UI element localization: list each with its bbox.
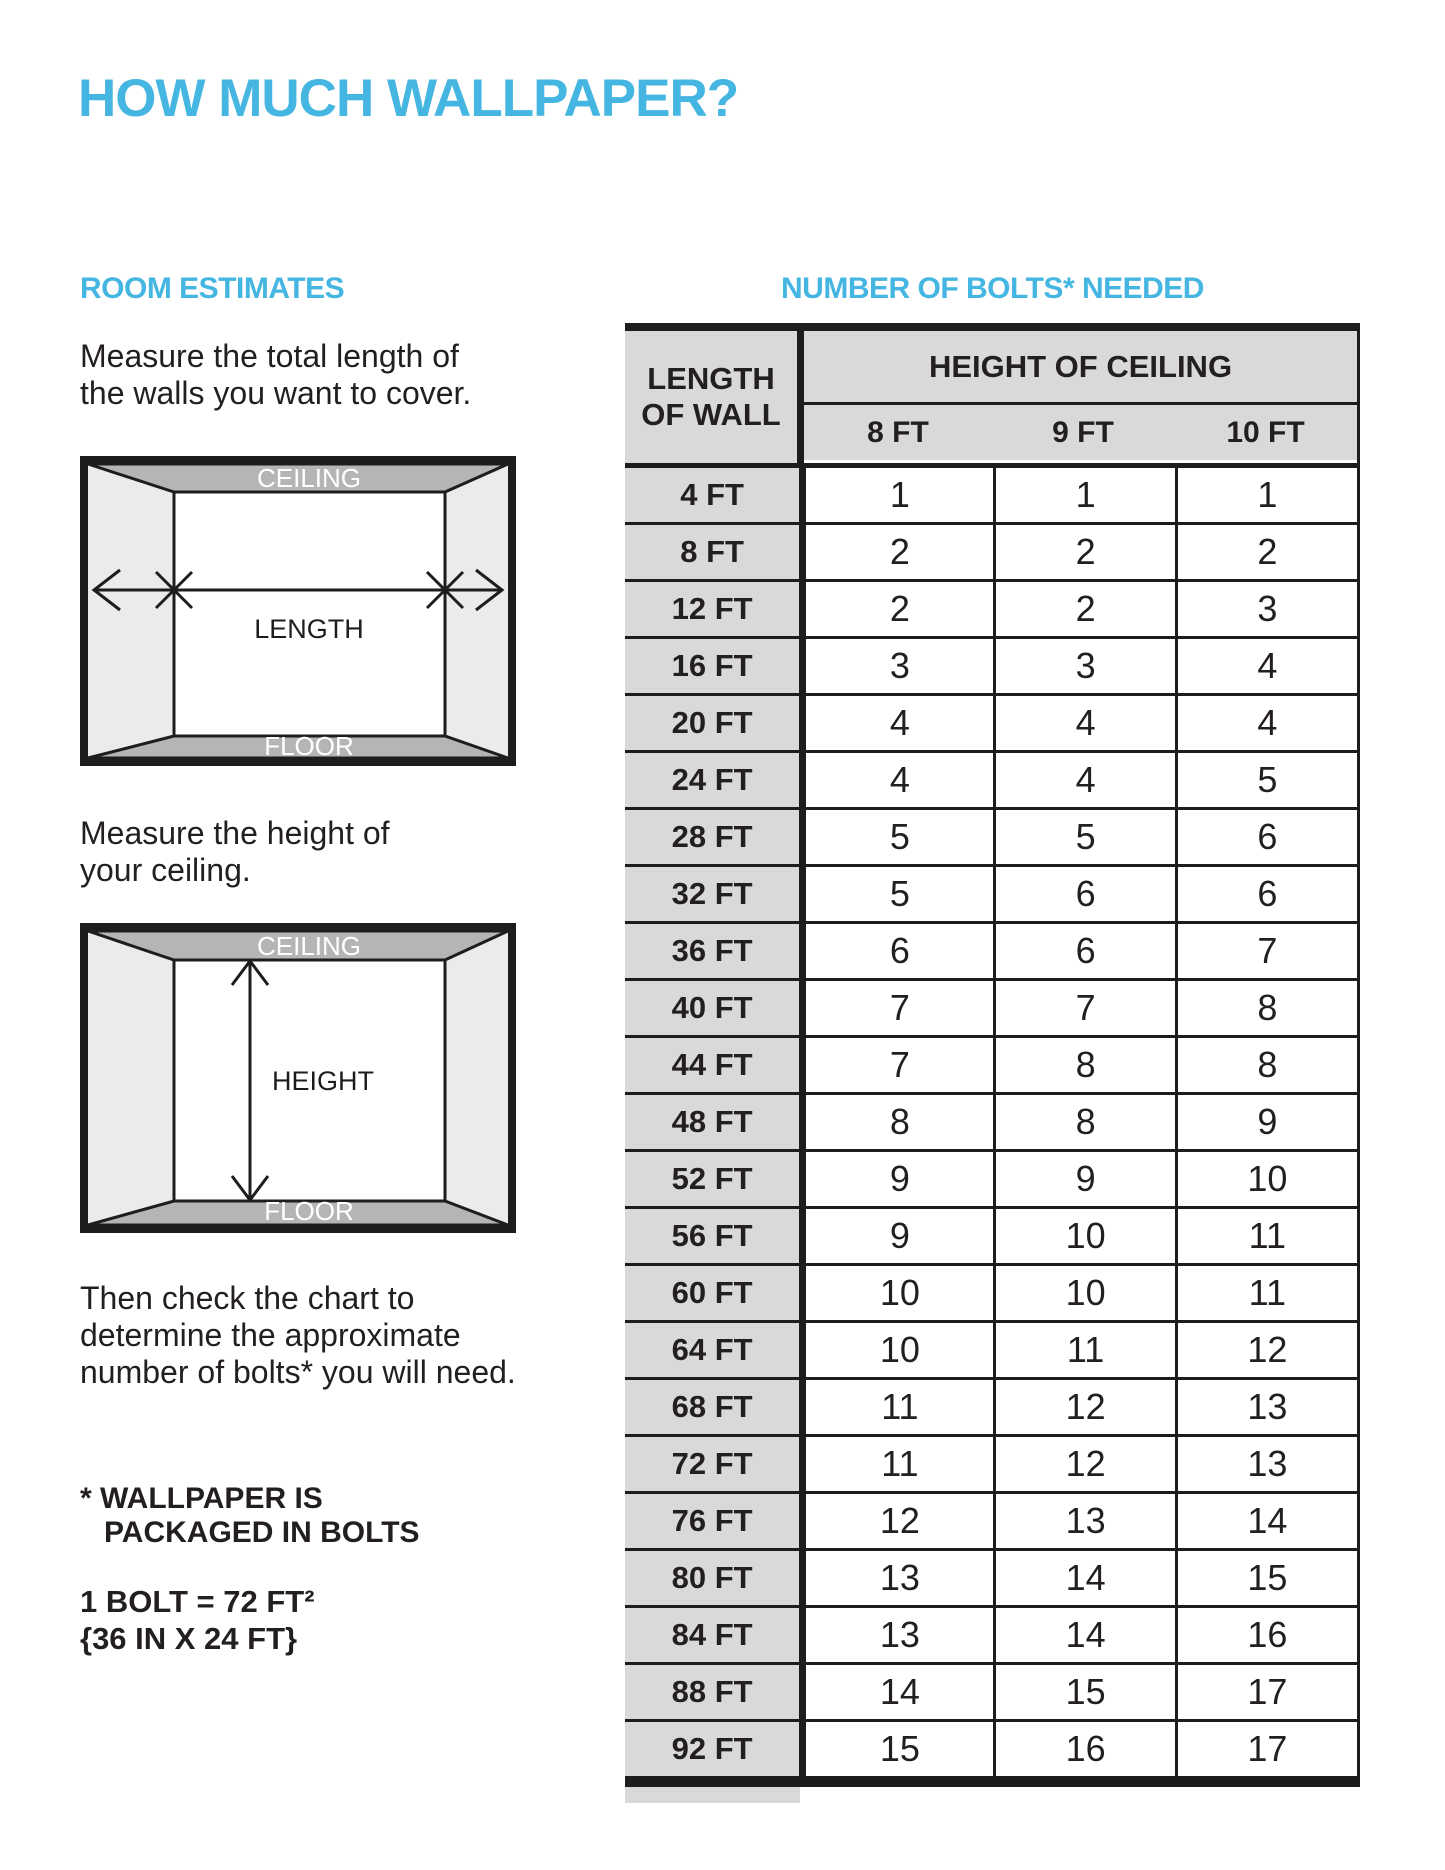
table-row xyxy=(625,1494,1357,1551)
bolts-9ft-cell: 4 xyxy=(993,696,1174,750)
column-divider xyxy=(799,753,806,807)
table-row xyxy=(625,1095,1357,1152)
column-divider xyxy=(799,981,806,1035)
step1-line2: the walls you want to cover. xyxy=(80,375,472,411)
bolts-10ft-cell: 11 xyxy=(1175,1266,1357,1320)
length-label: LENGTH xyxy=(254,614,364,644)
column-divider xyxy=(799,696,806,750)
ceiling-columns-row xyxy=(804,405,1357,460)
wall-length-cell: 20 FT xyxy=(625,696,799,750)
bolts-9ft-cell: 4 xyxy=(993,753,1174,807)
bolts-9ft-cell: 7 xyxy=(993,981,1174,1035)
bolts-9ft-cell: 3 xyxy=(993,639,1174,693)
wall-length-cell: 80 FT xyxy=(625,1551,799,1605)
page-title: HOW MUCH WALLPAPER? xyxy=(78,69,739,128)
bolts-9ft-cell: 12 xyxy=(993,1437,1174,1491)
bolts-10ft-cell: 8 xyxy=(1175,981,1357,1035)
wall-length-cell: 48 FT xyxy=(625,1095,799,1149)
bolts-8ft-cell: 10 xyxy=(806,1323,993,1377)
table-row xyxy=(625,1209,1357,1266)
length-header-line2: OF WALL xyxy=(641,397,781,432)
step3-line1: Then check the chart to xyxy=(80,1280,415,1316)
wall-length-cell: 28 FT xyxy=(625,810,799,864)
height-of-ceiling-header: HEIGHT OF CEILING xyxy=(804,331,1357,405)
table-bottom-border xyxy=(625,1779,1360,1787)
bolts-9ft-cell: 14 xyxy=(993,1608,1174,1662)
table-row xyxy=(625,696,1357,753)
height-label: HEIGHT xyxy=(272,1066,375,1096)
wall-length-cell: 44 FT xyxy=(625,1038,799,1092)
bolts-10ft-cell: 17 xyxy=(1175,1722,1357,1776)
wall-length-cell: 64 FT xyxy=(625,1323,799,1377)
table-row xyxy=(625,582,1357,639)
table-row xyxy=(625,525,1357,582)
table-row xyxy=(625,1038,1357,1095)
step3-line2: determine the approximate xyxy=(80,1317,461,1353)
bolts-footnote xyxy=(80,1482,420,1550)
bolts-8ft-cell: 9 xyxy=(806,1209,993,1263)
table-row xyxy=(625,1437,1357,1494)
table-row xyxy=(625,1380,1357,1437)
bolts-10ft-cell: 6 xyxy=(1175,810,1357,864)
bolts-9ft-cell: 9 xyxy=(993,1152,1174,1206)
length-header-line1: LENGTH xyxy=(647,361,775,396)
column-divider xyxy=(799,525,806,579)
length-of-wall-header xyxy=(625,331,797,463)
wall-length-cell: 72 FT xyxy=(625,1437,799,1491)
bolts-10ft-cell: 2 xyxy=(1175,525,1357,579)
wall-length-cell: 68 FT xyxy=(625,1380,799,1434)
wall-length-cell: 16 FT xyxy=(625,639,799,693)
bolts-9ft-cell: 8 xyxy=(993,1095,1174,1149)
column-divider xyxy=(799,1095,806,1149)
col-header-10ft: 10 FT xyxy=(1226,415,1305,449)
bolts-10ft-cell: 14 xyxy=(1175,1494,1357,1548)
step2-line2: your ceiling. xyxy=(80,852,251,888)
column-divider xyxy=(799,1608,806,1662)
bolts-10ft-cell: 13 xyxy=(1175,1380,1357,1434)
bolts-8ft-cell: 13 xyxy=(806,1608,993,1662)
bolts-10ft-cell: 7 xyxy=(1175,924,1357,978)
ceiling-label: CEILING xyxy=(256,931,362,961)
bolts-10ft-cell: 4 xyxy=(1175,696,1357,750)
column-divider xyxy=(799,1323,806,1377)
column-divider xyxy=(799,1380,806,1434)
wall-length-cell: 56 FT xyxy=(625,1209,799,1263)
bolts-8ft-cell: 3 xyxy=(806,639,993,693)
bolts-9ft-cell: 10 xyxy=(993,1266,1174,1320)
wall-length-cell: 60 FT xyxy=(625,1266,799,1320)
bolts-8ft-cell: 13 xyxy=(806,1551,993,1605)
bolts-8ft-cell: 1 xyxy=(806,468,993,522)
bolts-10ft-cell: 15 xyxy=(1175,1551,1357,1605)
bolts-8ft-cell: 15 xyxy=(806,1722,993,1776)
bolts-8ft-cell: 12 xyxy=(806,1494,993,1548)
col-header-8ft: 8 FT xyxy=(867,415,929,449)
bolts-8ft-cell: 14 xyxy=(806,1665,993,1719)
bolts-8ft-cell: 8 xyxy=(806,1095,993,1149)
table-row xyxy=(625,1323,1357,1380)
footnote-line2: PACKAGED IN BOLTS xyxy=(104,1516,420,1549)
length-diagram xyxy=(80,456,516,766)
bolt-table-heading: NUMBER OF BOLTS* NEEDED xyxy=(781,272,1204,305)
bolts-10ft-cell: 17 xyxy=(1175,1665,1357,1719)
bolts-9ft-cell: 1 xyxy=(993,468,1174,522)
table-top-border xyxy=(625,323,1360,331)
bolts-10ft-cell: 12 xyxy=(1175,1323,1357,1377)
table-row xyxy=(625,1608,1357,1665)
bolts-9ft-cell: 2 xyxy=(993,582,1174,636)
table-header xyxy=(625,331,1357,463)
column-divider xyxy=(799,810,806,864)
table-row xyxy=(625,1551,1357,1608)
step3-text xyxy=(80,1280,516,1391)
bolts-8ft-cell: 4 xyxy=(806,753,993,807)
column-divider xyxy=(799,1722,806,1776)
bolts-9ft-cell: 12 xyxy=(993,1380,1174,1434)
bolts-10ft-cell: 16 xyxy=(1175,1608,1357,1662)
column-divider xyxy=(799,1038,806,1092)
step3-line3: number of bolts* you will need. xyxy=(80,1354,516,1390)
bolt-table-inner xyxy=(625,331,1360,1779)
table-row xyxy=(625,867,1357,924)
bolts-10ft-cell: 9 xyxy=(1175,1095,1357,1149)
wall-length-cell: 24 FT xyxy=(625,753,799,807)
bolts-9ft-cell: 2 xyxy=(993,525,1174,579)
column-divider xyxy=(799,1437,806,1491)
table-row xyxy=(625,1266,1357,1323)
wall-length-cell: 52 FT xyxy=(625,1152,799,1206)
bolts-10ft-cell: 11 xyxy=(1175,1209,1357,1263)
table-row xyxy=(625,1665,1357,1722)
wall-length-cell: 4 FT xyxy=(625,468,799,522)
table-row xyxy=(625,639,1357,696)
column-divider xyxy=(799,867,806,921)
bolts-9ft-cell: 13 xyxy=(993,1494,1174,1548)
ceiling-label: CEILING xyxy=(256,463,362,493)
bolts-9ft-cell: 6 xyxy=(993,867,1174,921)
table-row xyxy=(625,468,1357,525)
bolt-spec xyxy=(80,1583,315,1657)
bolts-8ft-cell: 7 xyxy=(806,981,993,1035)
bolts-8ft-cell: 2 xyxy=(806,525,993,579)
room-estimates-heading: ROOM ESTIMATES xyxy=(80,272,345,305)
wall-length-cell: 84 FT xyxy=(625,1608,799,1662)
bolts-8ft-cell: 5 xyxy=(806,867,993,921)
bolts-10ft-cell: 10 xyxy=(1175,1152,1357,1206)
bolts-10ft-cell: 1 xyxy=(1175,468,1357,522)
bolts-10ft-cell: 8 xyxy=(1175,1038,1357,1092)
table-row xyxy=(625,981,1357,1038)
height-diagram-svg xyxy=(80,923,516,1233)
bolts-9ft-cell: 11 xyxy=(993,1323,1174,1377)
column-divider xyxy=(799,1551,806,1605)
bolts-9ft-cell: 16 xyxy=(993,1722,1174,1776)
bolts-9ft-cell: 6 xyxy=(993,924,1174,978)
left-column-stub xyxy=(625,1787,800,1803)
table-row xyxy=(625,1152,1357,1209)
step1-text xyxy=(80,338,471,412)
bolts-9ft-cell: 8 xyxy=(993,1038,1174,1092)
bolts-9ft-cell: 10 xyxy=(993,1209,1174,1263)
bolts-8ft-cell: 5 xyxy=(806,810,993,864)
column-divider xyxy=(799,1494,806,1548)
footnote-line1: * WALLPAPER IS xyxy=(80,1482,323,1515)
bolts-10ft-cell: 3 xyxy=(1175,582,1357,636)
wall-length-cell: 32 FT xyxy=(625,867,799,921)
bolts-10ft-cell: 13 xyxy=(1175,1437,1357,1491)
wall-length-cell: 40 FT xyxy=(625,981,799,1035)
column-divider xyxy=(799,924,806,978)
bolts-10ft-cell: 5 xyxy=(1175,753,1357,807)
bolts-8ft-cell: 4 xyxy=(806,696,993,750)
step2-line1: Measure the height of xyxy=(80,815,390,851)
bolt-table xyxy=(625,323,1360,1803)
bolts-8ft-cell: 9 xyxy=(806,1152,993,1206)
bolts-8ft-cell: 11 xyxy=(806,1437,993,1491)
height-diagram xyxy=(80,923,516,1233)
column-divider xyxy=(799,582,806,636)
step2-text xyxy=(80,815,390,889)
column-divider xyxy=(799,468,806,522)
step1-line1: Measure the total length of xyxy=(80,338,459,374)
wall-length-cell: 88 FT xyxy=(625,1665,799,1719)
bolts-8ft-cell: 2 xyxy=(806,582,993,636)
column-divider xyxy=(799,639,806,693)
bolts-9ft-cell: 14 xyxy=(993,1551,1174,1605)
bolts-8ft-cell: 7 xyxy=(806,1038,993,1092)
wall-length-cell: 12 FT xyxy=(625,582,799,636)
table-row xyxy=(625,810,1357,867)
table-row xyxy=(625,1722,1357,1779)
wall-length-cell: 92 FT xyxy=(625,1722,799,1776)
wall-length-cell: 76 FT xyxy=(625,1494,799,1548)
floor-label: FLOOR xyxy=(264,1196,354,1226)
ceiling-header-group xyxy=(804,331,1357,463)
bolts-8ft-cell: 11 xyxy=(806,1380,993,1434)
col-header-9ft: 9 FT xyxy=(1052,415,1114,449)
bolt-spec-line1: 1 BOLT = 72 FT² xyxy=(80,1584,315,1619)
bolt-spec-line2: {36 IN X 24 FT} xyxy=(80,1621,298,1656)
wall-length-cell: 8 FT xyxy=(625,525,799,579)
floor-label: FLOOR xyxy=(264,731,354,761)
table-row xyxy=(625,753,1357,810)
bolts-8ft-cell: 6 xyxy=(806,924,993,978)
bolt-table-body xyxy=(625,468,1357,1779)
bolts-10ft-cell: 4 xyxy=(1175,639,1357,693)
bolts-9ft-cell: 15 xyxy=(993,1665,1174,1719)
table-row xyxy=(625,924,1357,981)
length-diagram-svg xyxy=(80,456,516,766)
bolts-10ft-cell: 6 xyxy=(1175,867,1357,921)
column-divider xyxy=(799,1665,806,1719)
column-divider xyxy=(797,331,804,463)
bolts-9ft-cell: 5 xyxy=(993,810,1174,864)
bolts-8ft-cell: 10 xyxy=(806,1266,993,1320)
column-divider xyxy=(799,1266,806,1320)
wall-length-cell: 36 FT xyxy=(625,924,799,978)
column-divider xyxy=(799,1152,806,1206)
column-divider xyxy=(799,1209,806,1263)
